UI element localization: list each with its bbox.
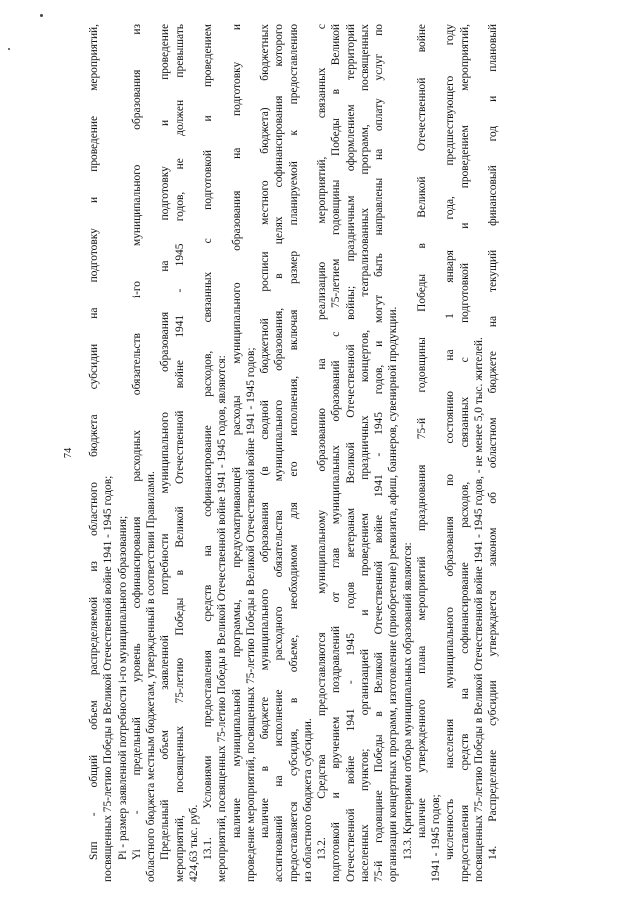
text-line: посвященных 75-летию Победы в Великой Отечественной войне 1941 - 1945 годов; [102,475,115,882]
text-line: мероприятий, посвященных 75-летию Победы в Великой Отечественной войне 1941 - 1945 годов, являются: [216,355,229,882]
text-line: 13.2. Средства предоставляются муниципальному образованию на реализацию мероприятий, связанных с [316,24,328,860]
text-line: Sпп - общий объем распределяемой из областного бюджета субсидии на подготовку и проведение мероприятий, [88,24,100,860]
text-line: мероприятий, посвященных 75-летию Победы в Великой Отечественной войне 1941 - 1945 годов, не должен превышать [173,24,186,882]
text-line: из областного бюджета субсидии. [301,718,314,882]
text-line: наличие утвержденного плана мероприятий празднования 75-й годовщины Победы в Великой Отечественной войне [415,24,428,838]
text-line: 75-й годовщине Победы в Великой Отечественной войне 1941 - 1945 годов, и могут быть направлены на оплату услуг по [373,24,385,882]
text-line: Pi - размер заявленной потребности i-го муниципального образования; [116,515,129,860]
text-line: Предельный объем заявленной потребности муниципального образования на подготовку и проведение [159,24,172,860]
text-line: областного бюджета местным бюджетам, утвержденный в соответствии Правилами. [145,471,157,882]
text-line: предоставляется субсидия, в объеме, необходимом для его исполнения, включая размер планируемой к предоставлению [287,24,300,882]
text-line: 13.1. Условиями предоставления средств на софинансирование расходов, связанных с подготовкой и проведением [202,24,214,860]
text-line: подготовкой и вручением поздравлений от глав муниципальных образований с 75-летием годовщины Победы в Великой [330,24,343,882]
text-line: организации концертных программ, изготовление (приобретение) реквизита, афиш, баннеров, сувенирной продукции. [387,306,400,882]
text-line: Yi - предельный уровень софинансирования расходных обязательств i-го муниципального образования из [130,24,143,860]
text-line: 14. Распределение субсидии утверждается законом об областном бюджете на текущий финансовый год и плановый [487,24,499,860]
text-line: наличие муниципальной программы, предусматривающей расходы муниципального образования на подготовку и [230,24,243,838]
text-line: Отечественной войне 1941 - 1945 годов ветеранам Великой Отечественной войны; праздничным оформлением территорий [344,24,357,882]
text-line: ассигнований на исполнение расходного обязательства муниципального образования, в целях софинансирования которого [273,24,286,882]
text-line: предоставления средств на софинансирование расходов, связанных с подготовкой и проведением мероприятий, [458,24,471,882]
page-number: 74 [63,447,74,459]
text-line: населенных пунктов; организацией и проведением праздничных концертов, театрализованных программ, посвященных [358,24,371,882]
rotated-document-page [65,18,575,888]
scan-speck [40,14,43,17]
text-line: проведение мероприятий, посвященных 75-летию Победы в Великой Отечественной войне 1941 - 1945 годов; [244,347,257,882]
text-line: наличие в бюджете муниципального образования (в сводной бюджетной росписи местного бюджета) бюджетных [259,24,271,838]
text-line: посвященных 75-летию Победы в Великой Отечественной войне 1941 - 1945 годов, - не менее 5,0 тыс. жителей. [472,337,485,882]
text-line: 1941 - 1945 годов; [430,794,442,882]
text-line: численность населения муниципального образования по состоянию на 1 января года, предшествующего году [444,24,457,860]
document-body [87,24,500,882]
scan-speck [8,48,10,50]
text-line: 13.3. Критериями отбора муниципальных образований являются: [401,542,414,860]
text-line: 424,63 тыс. руб. [187,804,200,882]
